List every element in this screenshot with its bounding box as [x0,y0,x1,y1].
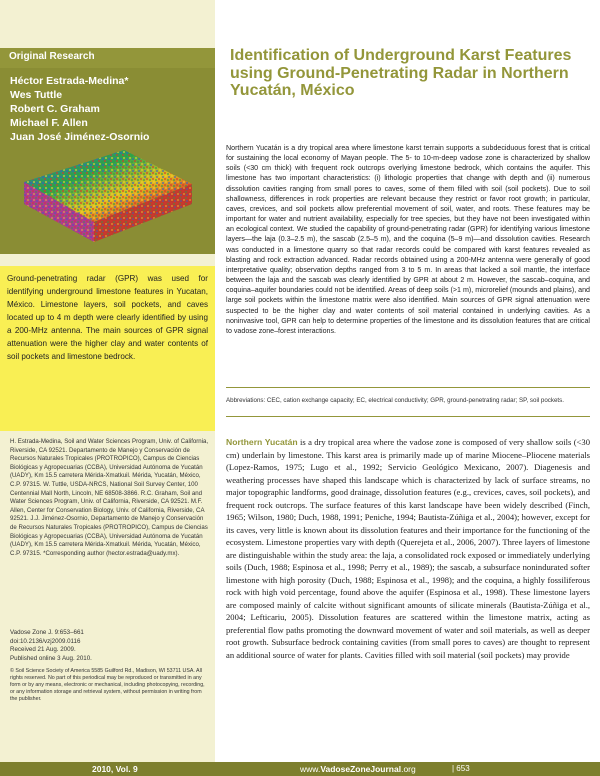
abbreviations: Abbreviations: CEC, cation exchange capacity; EC, electrical conductivity; GPR, ground-penetrating radar; SP, soil pockets. [226,397,564,404]
summary-box [0,266,215,431]
author: Robert C. Graham [10,103,100,115]
url-name: VadoseZoneJournal [320,764,402,774]
abstract: Northern Yucatán is a dry tropical area where limestone karst terrain supports a subdeciduous forest that is critical for sustaining the local economy of Mayan people. The 5- to 10-m-deep vadose zone is characterized by shallow soils (<30 cm thick) with frequent rock outcrops overlying limestone bedrock, which contains the aquifer. This limestone has two important characteristics: (i) lithologic properties that change with depth and (ii) numerous dissolution cavities ranging from small pores to caves, some of them filled with soil (soil pockets). Due to soil shallowness, differences in rock properties are relevant because they restrict or favor root growth; in particular, caves, crevices, and soil pockets allow preferential movement of soil, water, and roots. These features may be important for water and nutrient availability, especially for tree species, but they have not been investigated within an ecological context. We studied the capability of ground-penetrating radar (GPR) for identifying various limestone layers—the laja (0.3–2.5 m), the sascab (2.5–5 m), and the coquina (5–9 m)—and dissolution cavities. Research was conducted in a limestone quarry so that radar records could be compared with karst features revealed as blasting and rock extraction advanced. Radar records obtained using a 200-MHz antenna were generally of good interpretative quality; observation depths ranged from 3 to 5 m. In areas that lacked a soil mantle, the interface between the laja and the sascab was clearly identified by GPR at about 2 m. However, the sascab–coquina, and coquina–aquifer boundaries could not be identified. Areas of deep soils (>1 m), microrelief (mounds and plains), and large soil pockets within the limestone matrix were also identified. Main sources of GPR signal attenuation were suspected to be the higher clay and water contents of soil material contained in underlying cavities. As a noninvasive tool, GPR can help to determine properties of the limestone and its dissolution features that are critical to vadose zone–forest interactions. [226,144,590,335]
footer-year-volume: 2010, Vol. 9 [92,764,138,774]
copyright-notice: © Soil Science Society of America 5585 Guilford Rd., Madison, WI 53711 USA. All rights reserved. No part of this periodical may be reproduced or transmitted in any form or by any means, electronic or mechanical, including photocopying, recording, or any information storage and retrieval system, without permission in writing from the publisher. [10,668,205,702]
url-prefix: www. [300,764,321,774]
author-list [10,74,149,144]
body-paragraph: is a dry tropical area where the vadose zone is composed of very shallow soils (<30 cm) underlain by limestone. This karst area is primarily made up of marine Miocene–Pliocene materials (Lopez-Ramos, 1975; Lugo et al., 1992; Servicio Geológico Mexicano, 2007). Diagenesis and weathering processes have shaped this landscape which is characterized by lack of surface streams, no major topographic landforms, good drainage, dissolution features (e.g., crevices, caves, soil pockets), and frequent rock outcrops. The surface features of this karst landscape have been widely described (Finch, 1965; Wilson, 1980; Duch, 1988, 1991; Peniche, 1994; Bautista-Zúñiga et al., 2004); however, except for its caves, very little is known about its dissolution features and their importance for the functioning of the ecosystem. Limestone properties vary with depth (Querejeta et al., 2006, 2007). Three layers of limestone are distinguishable within the study area: the laja, a consolidated rock exposed or immediately underlying soils (Duch, 1988; Espinosa et al., 1998; Perry et al., 1989); the sascab, a subsurface nonindurated softer limestone with high porosity (Duch, 1988; Espinosa et al., 1998); and the coquina, a highly fossiliferous rock with high void percentage, found above the aquifer (Espinosa et al., 1998). These limestone layers are composed mainly of calcite without significant amounts of silicate minerals (Bautista-Zúñiga et al., 2004; Lefticariu, 2005). Dissolution features are scattered within the limestone matrix, acting as preferential flow paths promoting the downward movement of water and soil materials, as well as deeper root growth. Subsurface bedrock containing cavities (from small pores to caves) are thought to represent an additional source of water for plants. Cavities filled with soil material (soil pockets) may provide [226,437,590,660]
citation: Vadose Zone J. 9:653–661 [10,629,84,636]
body-lead: Northern Yucatán [226,437,298,447]
body-text [226,436,590,661]
divider [226,387,590,388]
section-label: Original Research [9,51,95,62]
page-number: | 653 [452,764,470,773]
divider [226,416,590,417]
affiliations: H. Estrada-Medina, Soil and Water Sciences Program, Univ. of California, Riverside, CA 92521. Departamento de Manejo y Conservación de Recursos Naturales Tropicales (PROTROPICO), Campus de Ciencias Biológicas y Agropecuarias (CCBA), Universidad Autónoma de Yucatán (UADY), Km 15.5 carretera Mérida-Xmatkuil. Mérida, Yucatán, México, C.P. 97315. W. Tuttle, USDA-NRCS, National Soil Survey Center, 100 Centennial Mall North, Lincoln, NE 68508-3866. R.C. Graham, Soil and Water Sciences Program, Univ. of California, Riverside, CA 92521. M.F. Allen, Center for Conservation Biology, Univ. of California, Riverside, CA 92521. J.J. Jiménez-Osornio, Departamento de Manejo y Conservación de Recursos Naturales Tropicales (PROTROPICO), Campus de Ciencias Biológicas y Agropecuarias (CCBA), Universidad Autónoma de Yucatán (UADY), Km 15.5 carretera Mérida-Xmatkuil. Mérida, Yucatán, México, C.P. 97315. *Corresponding author (hector.estrada@uady.mx). [10,438,209,557]
article-meta [10,629,210,663]
received-date: Received 21 Aug. 2009. [10,646,76,654]
journal-url[interactable] [300,764,416,774]
gpr-3d-image [14,142,198,250]
footer [0,762,600,776]
article-title: Identification of Underground Karst Features using Ground-Penetrating Radar in Northern Yucatán, México [230,47,572,99]
author: Héctor Estrada-Medina* [10,75,129,87]
url-suffix: .org [401,764,416,774]
author: Wes Tuttle [10,89,63,101]
section-band [0,48,215,68]
published-date: Published online 3 Aug. 2010. [10,654,92,662]
doi: doi:10.2136/vzj2009.0116 [10,637,81,645]
summary-text: Ground-penetrating radar (GPR) was used for identifying underground limestone features in Yucatan, México. Limestone layers, soil pockets, and caves located up to 4 m depth were clearly identified by using a 200-MHz antenna. The main sources of GPR signal attenuation were the higher clay and water contents of soil pockets and limestone bedrock. [7,274,208,361]
author: Juan José Jiménez-Osornio [10,131,150,143]
author: Michael F. Allen [10,117,88,129]
